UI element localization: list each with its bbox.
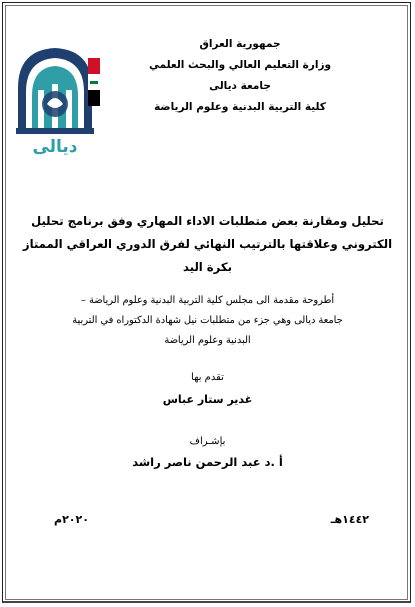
description-line: أطروحة مقدمة الى مجلس كلية التربية البدنية وعلوم الرياضة – — [80, 295, 335, 306]
title-line: تحليل ومقارنة بعض متطلبات الاداء المهاري وفق برنامج تحليل — [31, 214, 384, 228]
description-line: البدنية وعلوم الرياضة — [164, 335, 251, 346]
title-line: الكتروني وعلاقتها بالترتيب النهائي لفرق الدوري العراقي الممتاز — [22, 237, 393, 251]
flag-emblem-icon — [90, 81, 98, 84]
thesis-description — [30, 291, 385, 351]
iraq-flag — [88, 58, 100, 106]
header-country: جمهورية العراق — [199, 38, 281, 50]
logo-text: ديالى — [32, 137, 78, 157]
date-gregorian: ٢٠٢٠م — [54, 513, 89, 526]
flag-white-stripe — [88, 74, 100, 90]
date-hijri: ١٤٤٢هـ — [330, 513, 369, 526]
header-ministry: وزارة التعليم العالي والبحث العلمي — [148, 59, 332, 71]
supervision-label: بإشـراف — [189, 436, 226, 447]
thesis-title — [22, 210, 393, 279]
description-line: جامعة ديالى وهي جزء من متطلبات نيل شهادة الدكتوراه في التربية — [72, 315, 343, 326]
title-line: بكرة اليد — [183, 260, 232, 274]
institution-header — [125, 34, 355, 118]
flag-black-stripe — [88, 90, 100, 106]
flag-red-stripe — [88, 58, 100, 74]
header-university: جامعة ديالى — [209, 80, 271, 92]
header-college: كلية التربية البدنية وعلوم الرياضة — [154, 101, 326, 113]
presented-by-label: تقدم بها — [191, 372, 224, 383]
supervisor-name: أ .د عبد الرحمن ناصر راشد — [132, 455, 283, 469]
author-name: غدير ستار عباس — [162, 393, 253, 406]
university-logo — [10, 40, 100, 158]
